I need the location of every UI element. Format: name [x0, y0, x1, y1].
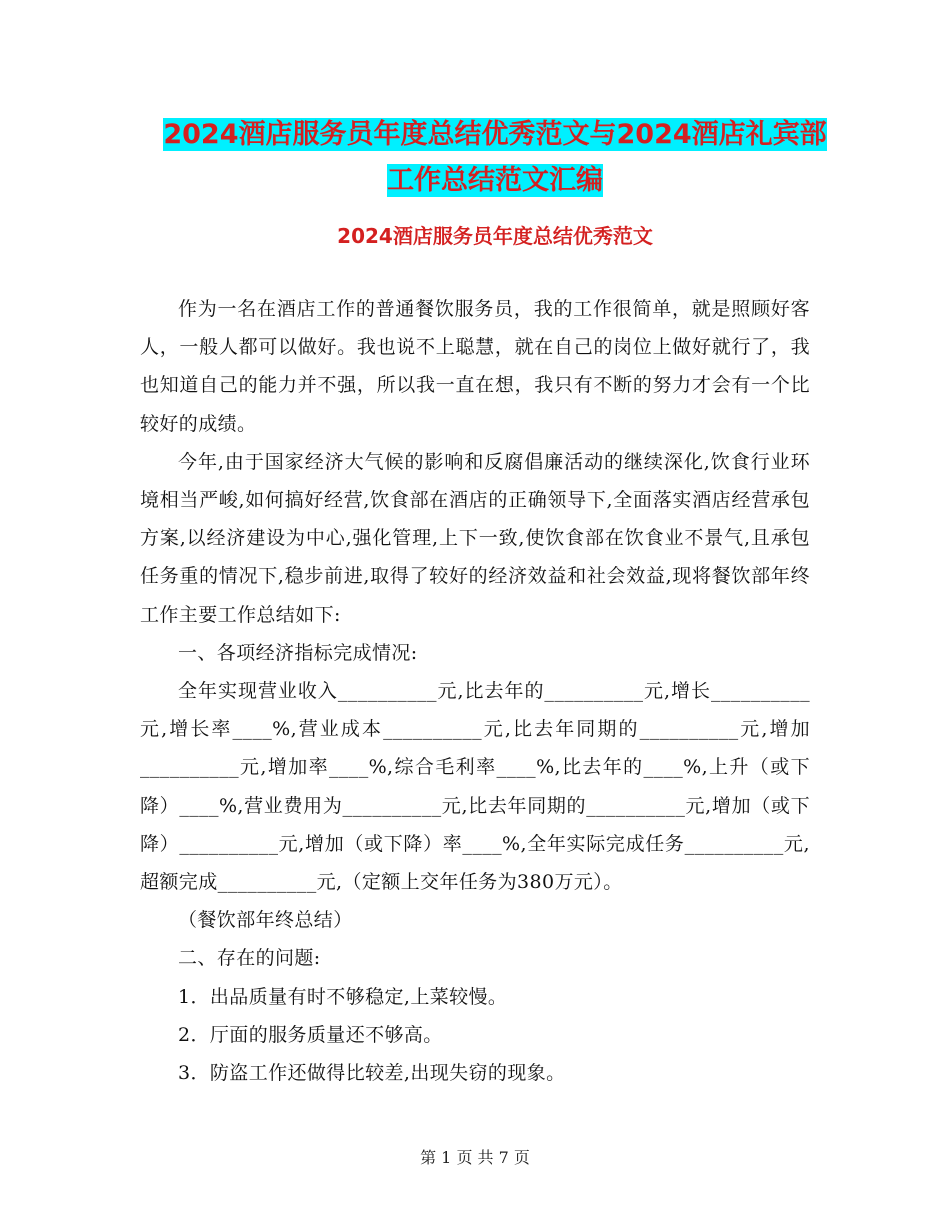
section-title: 2024酒店服务员年度总结优秀范文	[337, 224, 653, 248]
document-body	[140, 290, 810, 1092]
heading-economic-indicators: 一、各项经济指标完成情况:	[178, 641, 418, 664]
paragraph-intro: 作为一名在酒店工作的普通餐饮服务员，我的工作很简单，就是照顾好客人，一般人都可以做好。我也说不上聪慧，就在自己的岗位上做好就行了，我也知道自己的能力并不强，所以我一直在想，我只有不断的努力才会有一个比较好的成绩。	[140, 298, 810, 435]
problem-item-3: 3．防盗工作还做得比较差,出现失窃的现象。	[178, 1062, 566, 1085]
paragraph-indicators: 全年实现营业收入__________元,比去年的__________元,增长__________元,增长率____%,营业成本__________元,比去年同期的__________元,增加__________元,增加率____%,综合毛利率____%,比去年的____%,上升（或下降）____%,营业费用为__________元,比去年同期的__________元,增加（或下降）__________元,增加（或下降）率____%,全年实际完成任务__________元,超额完成__________元,（定额上交年任务为380万元）。	[140, 680, 810, 894]
document-title	[140, 112, 850, 204]
document-title-line-1: 2024酒店服务员年度总结优秀范文与2024酒店礼宾部	[163, 119, 827, 150]
problem-item-2: 2．厅面的服务质量还不够高。	[178, 1023, 443, 1046]
heading-problems: 二、存在的问题:	[178, 947, 321, 970]
page-number: 第 1 页 共 7 页	[420, 1148, 530, 1167]
paragraph-background: 今年,由于国家经济大气候的影响和反腐倡廉活动的继续深化,饮食行业环境相当严峻,如何搞好经营,饮食部在酒店的正确领导下,全面落实酒店经营承包方案,以经济建设为中心,强化管理,上下一致,使饮食部在饮食业不景气,且承包任务重的情况下,稳步前进,取得了较好的经济效益和社会效益,现将餐饮部年终工作主要工作总结如下:	[140, 450, 810, 626]
problem-item-1: 1．出品质量有时不够稳定,上菜较慢。	[178, 985, 508, 1008]
document-title-line-2: 工作总结范文汇编	[387, 165, 603, 196]
paragraph-note: （餐饮部年终总结）	[178, 909, 353, 932]
